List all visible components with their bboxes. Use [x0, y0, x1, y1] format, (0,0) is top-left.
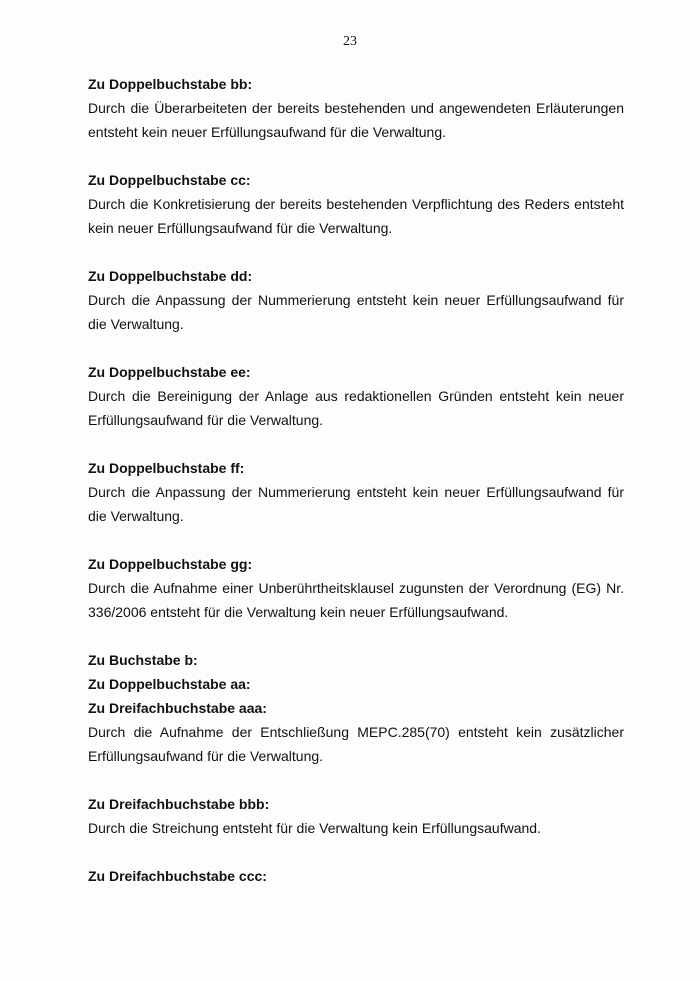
document-body — [88, 72, 624, 888]
section-heading: Zu Doppelbuchstabe dd: — [88, 268, 253, 284]
section-bbb — [88, 792, 624, 840]
group-heading-dreifachbuchstabe-aaa: Zu Dreifachbuchstabe aaa: — [88, 700, 267, 716]
section-bb — [88, 72, 624, 144]
section-ccc — [88, 864, 624, 888]
group-heading-doppelbuchstabe-aa: Zu Doppelbuchstabe aa: — [88, 676, 251, 692]
section-text: Durch die Konkretisierung der bereits bestehenden Verpflichtung des Reders entsteht kein neuer Erfüllungsaufwand für die Verwaltung. — [88, 196, 624, 236]
section-heading: Zu Doppelbuchstabe ff: — [88, 460, 245, 476]
section-text: Durch die Streichung entsteht für die Verwaltung kein Erfüllungsaufwand. — [88, 820, 541, 836]
section-text: Durch die Anpassung der Nummerierung entsteht kein neuer Erfüllungsaufwand für die Verwaltung. — [88, 484, 624, 524]
group-heading-buchstabe-b: Zu Buchstabe b: — [88, 652, 198, 668]
section-ee — [88, 360, 624, 432]
section-text: Durch die Aufnahme einer Unberührtheitsklausel zugunsten der Verordnung (EG) Nr. 336/2006 entsteht für die Verwaltung kein neuer Erfüllungsaufwand. — [88, 580, 624, 620]
section-heading: Zu Dreifachbuchstabe ccc: — [88, 868, 267, 884]
section-text: Durch die Bereinigung der Anlage aus redaktionellen Gründen entsteht kein neuer Erfüllungsaufwand für die Verwaltung. — [88, 388, 624, 428]
section-text: Durch die Überarbeiteten der bereits bestehenden und angewendeten Erläuterungen entsteht kein neuer Erfüllungsaufwand für die Verwaltung. — [88, 100, 624, 140]
section-heading: Zu Doppelbuchstabe bb: — [88, 76, 253, 92]
section-text: Durch die Anpassung der Nummerierung entsteht kein neuer Erfüllungsaufwand für die Verwaltung. — [88, 292, 624, 332]
section-b-aa-aaa — [88, 648, 624, 768]
section-ff — [88, 456, 624, 528]
section-cc — [88, 168, 624, 240]
section-gg — [88, 552, 624, 624]
section-heading: Zu Doppelbuchstabe gg: — [88, 556, 253, 572]
section-heading: Zu Dreifachbuchstabe bbb: — [88, 796, 270, 812]
section-text: Durch die Aufnahme der Entschließung MEPC.285(70) entsteht kein zusätzlicher Erfüllungsaufwand für die Verwaltung. — [88, 724, 624, 764]
section-heading: Zu Doppelbuchstabe ee: — [88, 364, 251, 380]
page-number: 23 — [343, 34, 357, 49]
section-heading: Zu Doppelbuchstabe cc: — [88, 172, 251, 188]
section-dd — [88, 264, 624, 336]
